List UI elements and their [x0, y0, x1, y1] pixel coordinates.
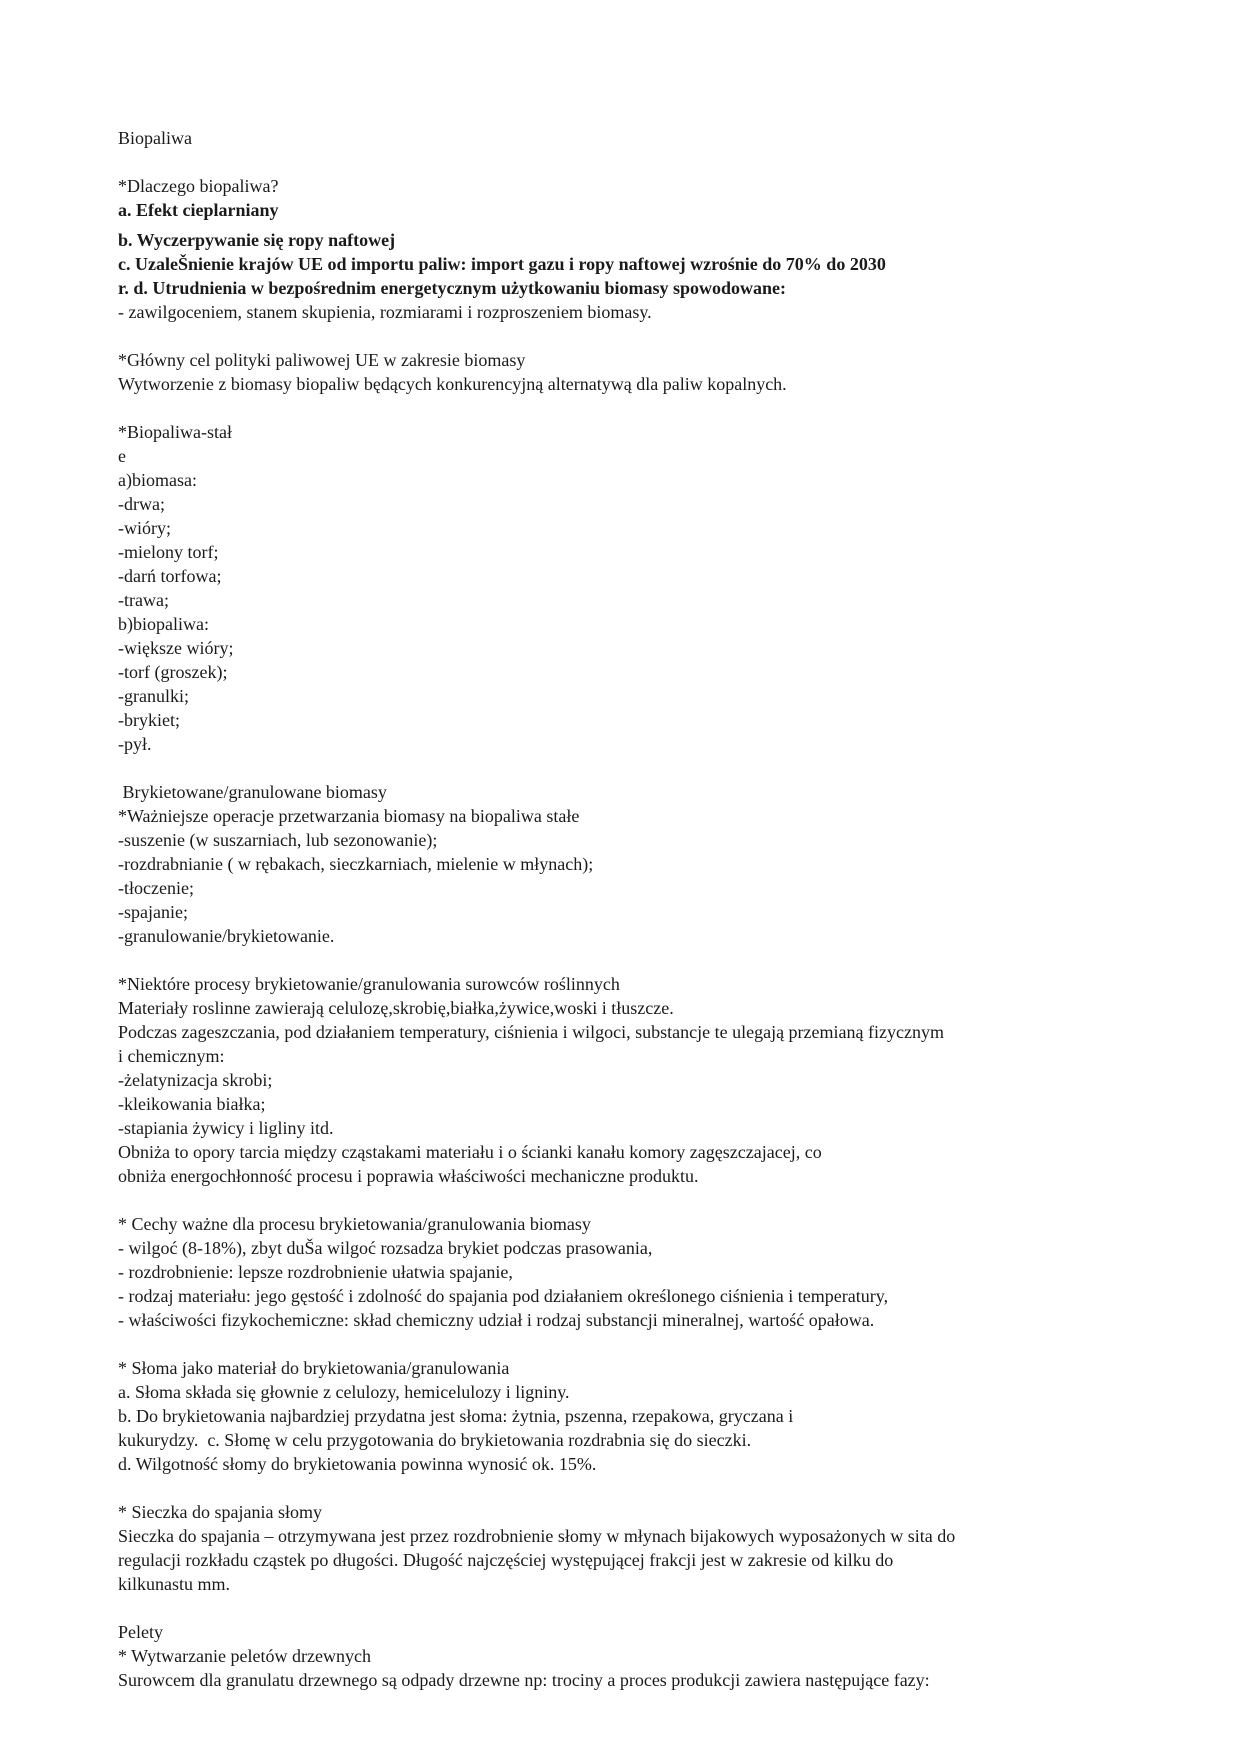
- why-heading: *Dlaczego biopaliwa?: [118, 176, 279, 196]
- list-item: - rozdrobnienie: lepsze rozdrobnienie ułatwia spajanie,: [118, 1262, 513, 1282]
- paragraph-line: obniża energochłonność procesu i poprawia właściwości mechaniczne produktu.: [118, 1166, 699, 1186]
- operations-heading: *Ważniejsze operacje przetwarzania biomasy na biopaliwa stałe: [118, 806, 580, 826]
- list-item: -tłoczenie;: [118, 878, 194, 898]
- list-item: - właściwości fizykochemiczne: skład chemiczny udział i rodzaj substancji mineralnej, wartość opałowa.: [118, 1310, 875, 1330]
- straw-heading: * Słoma jako materiał do brykietowania/granulowania: [118, 1358, 510, 1378]
- policy-text: Wytworzenie z biomasy biopaliw będących konkurencyjną alternatywą dla paliw kopalnych.: [118, 374, 787, 394]
- solid-heading: *Biopaliwa-stał: [118, 422, 232, 442]
- paragraph-line: Obniża to opory tarcia między cząstakami materiału i o ścianki kanału komory zagęszczajacej, co: [118, 1142, 822, 1162]
- paragraph-line: i chemicznym:: [118, 1046, 225, 1066]
- list-item: -torf (groszek);: [118, 662, 228, 682]
- processes-heading: *Niektóre procesy brykietowanie/granulowania surowców roślinnych: [118, 974, 620, 994]
- list-item: - wilgoć (8-18%), zbyt duŠa wilgoć rozsadza brykiet podczas prasowania,: [118, 1238, 653, 1258]
- biomass-label: a)biomasa:: [118, 470, 197, 490]
- list-item: -większe wióry;: [118, 638, 234, 658]
- why-point-d-detail: - zawilgoceniem, stanem skupienia, rozmiarami i rozproszeniem biomasy.: [118, 302, 652, 322]
- paragraph-line: d. Wilgotność słomy do brykietowania powinna wynosić ok. 15%.: [118, 1454, 597, 1474]
- paragraph-line: regulacji rozkładu cząstek po długości. Długość najczęściej występującej frakcji jest w zakresie od kilku do: [118, 1550, 894, 1570]
- pellets-heading: * Wytwarzanie peletów drzewnych: [118, 1646, 371, 1666]
- document-title: Biopaliwa: [118, 128, 192, 148]
- list-item: - rodzaj materiału: jego gęstość i zdolność do spajania pod działaniem określonego ciśnienia i temperatury,: [118, 1286, 889, 1306]
- pellets-title: Pelety: [118, 1622, 163, 1642]
- paragraph-line: kilkunastu mm.: [118, 1574, 230, 1594]
- paragraph-line: -żelatynizacja skrobi;: [118, 1070, 273, 1090]
- policy-heading: *Główny cel polityki paliwowej UE w zakresie biomasy: [118, 350, 526, 370]
- list-item: -spajanie;: [118, 902, 188, 922]
- paragraph-line: Materiały roslinne zawierają celulozę,skrobię,białka,żywice,woski i tłuszcze.: [118, 998, 674, 1018]
- list-item: -darń torfowa;: [118, 566, 222, 586]
- paragraph-line: b. Do brykietowania najbardziej przydatna jest słoma: żytnia, pszenna, rzepakowa, gryczana i: [118, 1406, 794, 1426]
- paragraph-line: Podczas zageszczania, pod działaniem temperatury, ciśnienia i wilgoci, substancje te ulegają przemianą fizycznym: [118, 1022, 944, 1042]
- solid-heading-cont: e: [118, 446, 126, 466]
- list-item: -granulowanie/brykietowanie.: [118, 926, 335, 946]
- paragraph-line: -stapiania żywicy i ligliny itd.: [118, 1118, 334, 1138]
- features-heading: * Cechy ważne dla procesu brykietowania/granulowania biomasy: [118, 1214, 591, 1234]
- why-point-b: b. Wyczerpywanie się ropy naftowej: [118, 230, 396, 250]
- paragraph-line: Sieczka do spajania – otrzymywana jest przez rozdrobnienie słomy w młynach bijakowych wyposażonych w sita do: [118, 1526, 956, 1546]
- operations-subtitle: Brykietowane/granulowane biomasy: [118, 782, 387, 802]
- list-item: -drwa;: [118, 494, 165, 514]
- biofuel-label: b)biopaliwa:: [118, 614, 209, 634]
- list-item: -pył.: [118, 734, 152, 754]
- pellets-text: Surowcem dla granulatu drzewnego są odpady drzewne np: trociny a proces produkcji zawiera następujące fazy:: [118, 1670, 930, 1690]
- list-item: -suszenie (w suszarniach, lub sezonowanie);: [118, 830, 438, 850]
- list-item: -mielony torf;: [118, 542, 219, 562]
- list-item: -rozdrabnianie ( w rębakach, sieczkarniach, mielenie w młynach);: [118, 854, 594, 874]
- why-point-a: a. Efekt cieplarniany: [118, 200, 279, 220]
- why-point-c: c. UzaleŠnienie krajów UE od importu paliw: import gazu i ropy naftowej wzrośnie do 70% do 2030: [118, 254, 886, 274]
- list-item: -wióry;: [118, 518, 171, 538]
- chaff-heading: * Sieczka do spajania słomy: [118, 1502, 322, 1522]
- list-item: -brykiet;: [118, 710, 180, 730]
- list-item: -granulki;: [118, 686, 189, 706]
- document-body: [118, 126, 1118, 1692]
- paragraph-line: kukurydzy. c. Słomę w celu przygotowania do brykietowania rozdrabnia się do sieczki.: [118, 1430, 752, 1450]
- why-point-d: r. d. Utrudnienia w bezpośrednim energetycznym użytkowaniu biomasy spowodowane:: [118, 278, 787, 298]
- paragraph-line: a. Słoma składa się głownie z celulozy, hemicelulozy i ligniny.: [118, 1382, 570, 1402]
- paragraph-line: -kleikowania białka;: [118, 1094, 266, 1114]
- list-item: -trawa;: [118, 590, 169, 610]
